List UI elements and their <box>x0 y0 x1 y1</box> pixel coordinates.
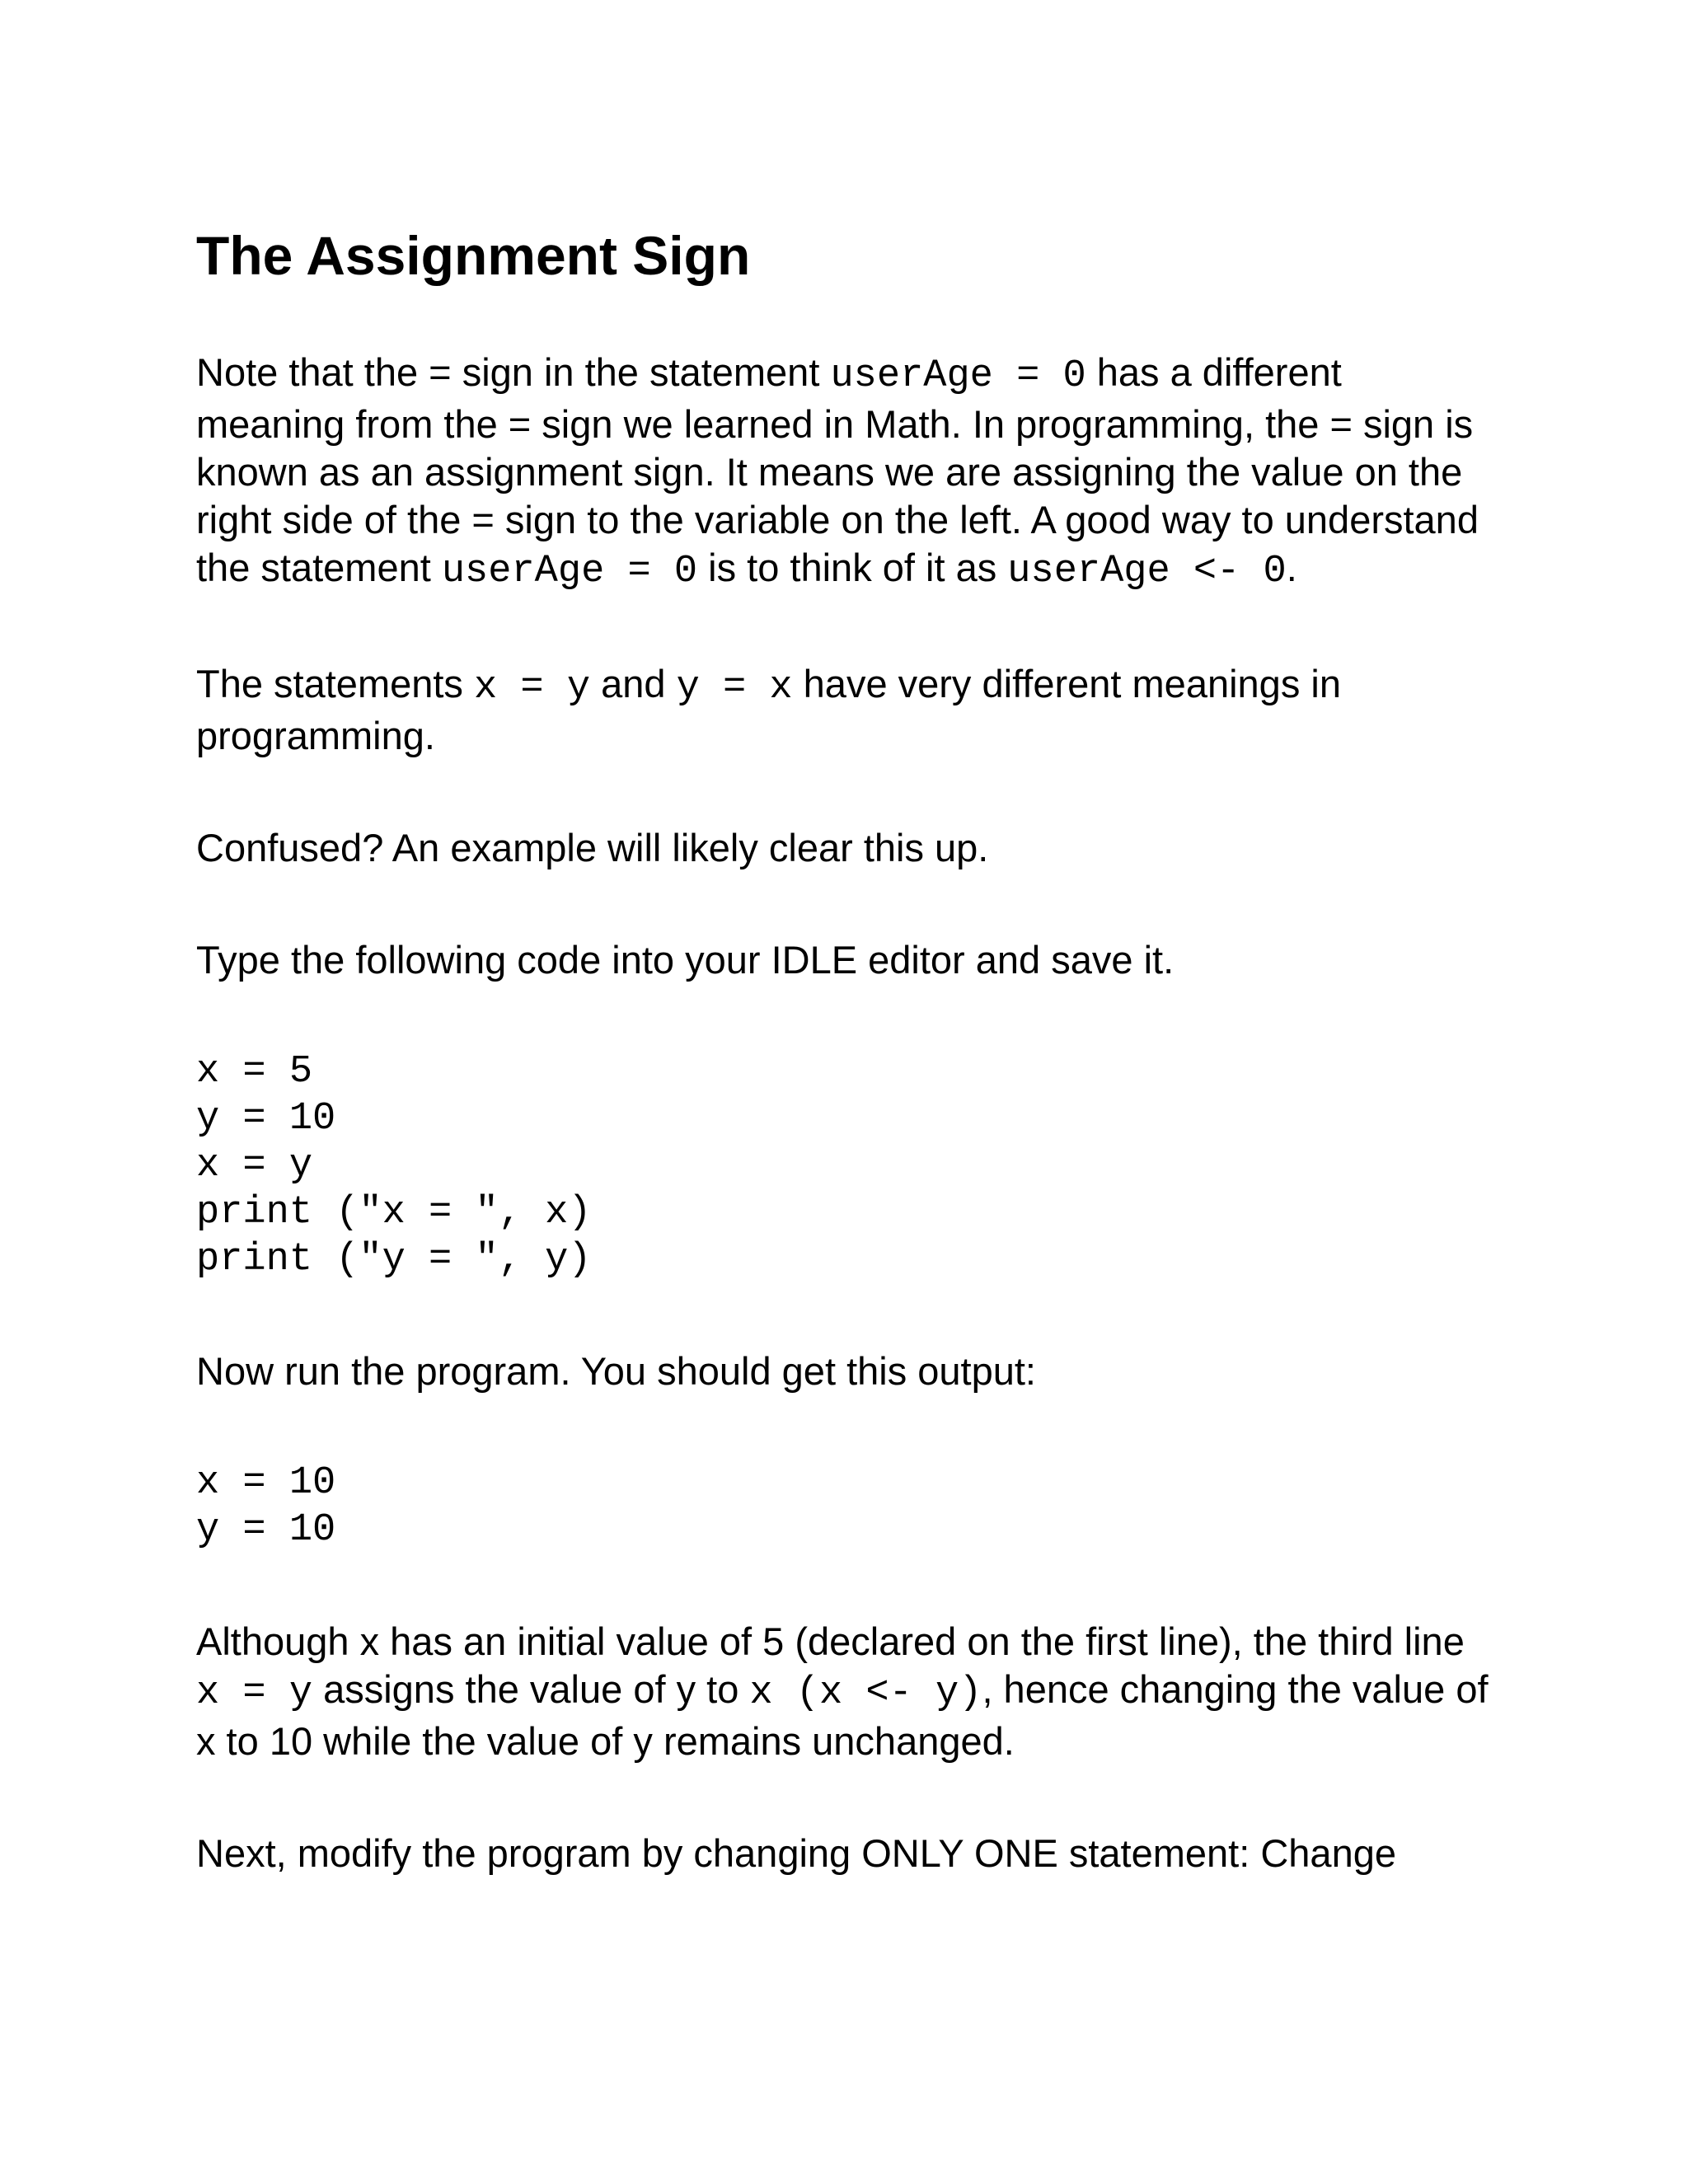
code-line: print ("y = ", y) <box>196 1238 592 1282</box>
code-block <box>196 1048 1492 1283</box>
code-line: print ("x = ", x) <box>196 1191 592 1235</box>
inline-code: userAge = 0 <box>830 354 1086 398</box>
page-title: The Assignment Sign <box>196 225 751 286</box>
document-page <box>196 224 1492 1942</box>
text-run: have very different meanings in programming. <box>196 662 1341 757</box>
text-run: . <box>1286 546 1297 589</box>
inline-code: userAge = 0 <box>441 550 698 593</box>
inline-code: userAge <- 0 <box>1007 550 1287 593</box>
output-line: x = 10 <box>196 1461 336 1505</box>
paragraph-type-code: Type the following code into your IDLE editor and save it. <box>196 938 1175 982</box>
text-run: , hence changing the value of x to 10 while the value of y remains unchanged. <box>196 1667 1489 1763</box>
text-run: The statements <box>196 662 474 705</box>
output-block <box>196 1460 1492 1554</box>
code-line: y = 10 <box>196 1097 336 1141</box>
text-run: Note that the = sign in the statement <box>196 350 831 394</box>
text-run: has a different meaning from the = sign we learned in Math. In programming, the = sign is known as an assignment sign. It means we are assigning the value on the right side of the = sign to the variable on the left. A good way to understand the statement <box>196 350 1479 589</box>
text-run: Although x has an initial value of 5 (declared on the first line), the third line <box>196 1619 1465 1663</box>
paragraph-confused: Confused? An example will likely clear this up. <box>196 826 989 869</box>
code-line: x = 5 <box>196 1050 313 1094</box>
paragraph-assignment-intro <box>196 349 1492 596</box>
text-run: and <box>590 662 677 705</box>
output-line: y = 10 <box>196 1508 336 1552</box>
paragraph-run-program: Now run the program. You should get this output: <box>196 1349 1036 1393</box>
text-run: assigns the value of y to <box>312 1667 750 1711</box>
paragraph-next-modify: Next, modify the program by changing ONLY ONE statement: Change <box>196 1831 1396 1875</box>
inline-code: y = x <box>676 666 793 710</box>
inline-code: x = y <box>474 666 591 710</box>
paragraph-explanation <box>196 1618 1492 1765</box>
paragraph-statements <box>196 660 1492 760</box>
inline-code: x = y <box>196 1671 313 1715</box>
text-run: is to think of it as <box>697 546 1008 589</box>
inline-code: x (x <- y) <box>749 1671 982 1715</box>
code-line: x = y <box>196 1144 313 1188</box>
